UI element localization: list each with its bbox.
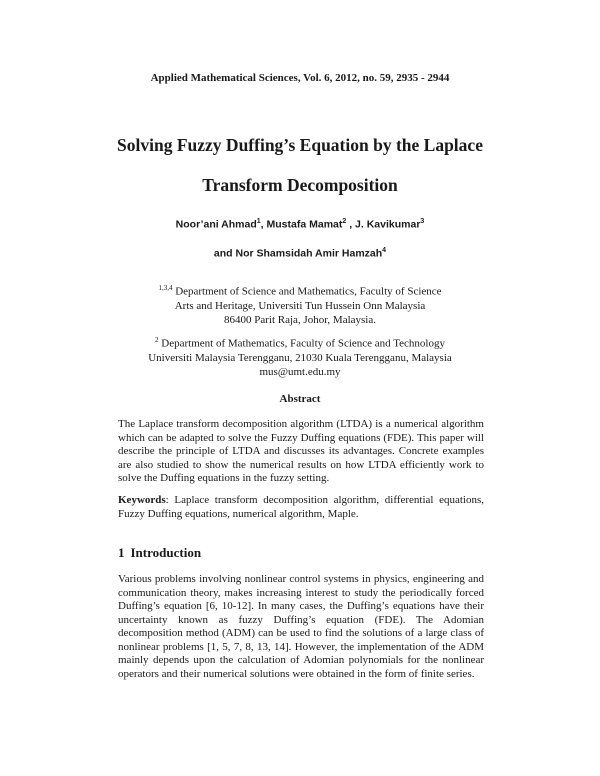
author-name: Nor Shamsidah Amir Hamzah — [235, 247, 383, 260]
author-and: and — [213, 247, 236, 260]
affiliation-line — [0, 333, 600, 351]
section-title: Introduction — [130, 545, 202, 560]
author-name: J. Kavikumar — [355, 218, 421, 231]
keywords-label: Keywords — [118, 494, 166, 506]
affiliation-superscript: 2 — [155, 336, 159, 344]
keywords — [118, 494, 484, 521]
paper-title-line-2: Transform Decomposition — [202, 175, 398, 195]
author-separator: , — [260, 218, 267, 231]
affiliation-line: Universiti Malaysia Terengganu, 21030 Kuala Terengganu, Malaysia — [148, 351, 452, 364]
affiliation-1 — [0, 281, 600, 327]
section-number: 1 — [118, 545, 125, 560]
abstract-heading: Abstract — [279, 393, 321, 405]
author-line-1 — [0, 218, 600, 231]
section-heading — [118, 545, 201, 561]
affiliation-text: Department of Science and Mathematics, Faculty of Science — [172, 285, 442, 298]
affiliation-line: 86400 Parit Raja, Johor, Malaysia. — [223, 313, 376, 326]
affiliation-superscript: 1,3,4 — [158, 284, 173, 292]
author-name: Noor’ani Ahmad — [175, 218, 257, 231]
paper-title-line-1: Solving Fuzzy Duffing’s Equation by the Laplace — [117, 135, 483, 155]
author-superscript: 2 — [342, 218, 347, 225]
author-separator: , — [346, 218, 356, 231]
affiliation-line: Arts and Heritage, Universiti Tun Hussein Onn Malaysia — [174, 299, 426, 312]
affiliation-line — [0, 281, 600, 299]
author-superscript: 1 — [256, 218, 261, 225]
journal-header: Applied Mathematical Sciences, Vol. 6, 2012, no. 59, 2935 - 2944 — [150, 72, 450, 84]
abstract-text: The Laplace transform decomposition algorithm (LTDA) is a numerical algorithm which can be adapted to solve the Fuzzy Duffing equations (FDE). This paper will describe the principle of LTDA and discusses its advantages. Concrete examples are also studied to show the numerical results on how LTDA efficiently work to solve the Duffing equations in the fuzzy setting. — [118, 418, 484, 484]
affiliation-2 — [0, 333, 600, 379]
author-line-2 — [0, 247, 600, 260]
author-superscript: 3 — [420, 218, 425, 225]
section-body: Various problems involving nonlinear control systems in physics, engineering and communication theory, makes increasing interest to study the periodically forced Duffing’s equation [6, 10-12]. In many cases, the Duffing’s equations have their uncertainty known as fuzzy Duffing’s equation (FDE). The Adomian decomposition method (ADM) can be used to find the solutions of a large class of nonlinear problems [1, 5, 7, 8, 13, 14]. However, the implementation of the ADM mainly depends upon the calculation of Adomian polynomials for the nonlinear operators and their numerical solutions were obtained in the form of finite series. — [118, 573, 484, 680]
author-email: mus@umt.edu.my — [259, 365, 341, 378]
keywords-text: : Laplace transform decomposition algorithm, differential equations, Fuzzy Duffing equations, numerical algorithm, Maple. — [118, 494, 484, 520]
affiliation-text: Department of Mathematics, Faculty of Science and Technology — [158, 337, 445, 350]
author-name: Mustafa Mamat — [266, 218, 343, 231]
author-superscript: 4 — [382, 247, 387, 254]
